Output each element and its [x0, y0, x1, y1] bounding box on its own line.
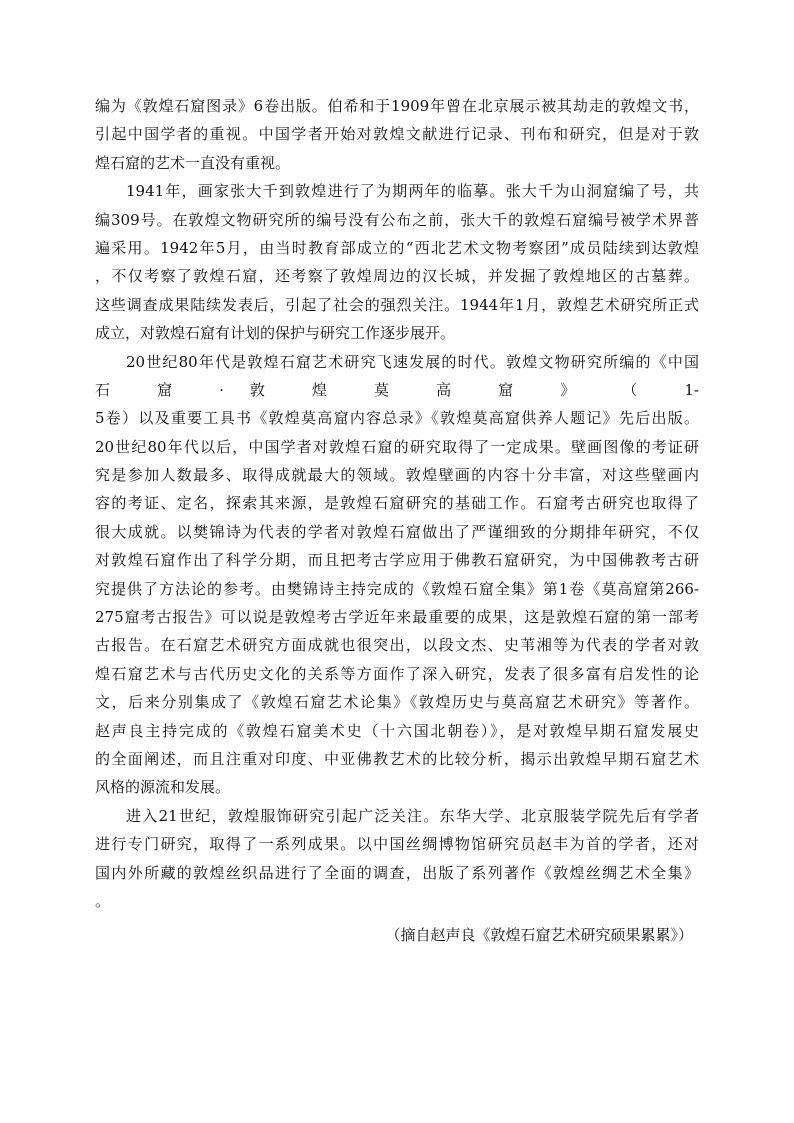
text-line: 煌石窟的艺术一直没有重视。	[95, 153, 291, 172]
text-line: 的全面阐述，而且注重对印度、中亚佛教艺术的比较分析，揭示出敦煌早期石窟艺术	[95, 749, 699, 768]
text-line: 1941年，画家张大千到敦煌进行了为期两年的临摹。张大千为山洞窟编了号，共	[126, 182, 699, 201]
text-line: 成立，对敦煌石窟有计划的保护与研究工作逐步展开。	[95, 324, 456, 343]
text-line: 赵声良主持完成的《敦煌石窟美术史（十六国北朝卷）》，是对敦煌早期石窟发展史	[95, 721, 699, 740]
text-line: 这些调查成果陆续发表后，引起了社会的强烈关注。1944年1月，敦煌艺术研究所正式	[95, 295, 699, 314]
text-line: 国内外所藏的敦煌丝织品进行了全面的调查，出版了系列著作《敦煌丝绸艺术全集》	[95, 863, 699, 882]
text-line: ，不仅考察了敦煌石窟，还考察了敦煌周边的汉长城，并发掘了敦煌地区的古墓葬。	[95, 267, 699, 286]
text-line: 5卷）以及重要工具书《敦煌莫高窟内容总录》《敦煌莫高窟供养人题记》先后出版。	[95, 409, 699, 428]
text-line: 对敦煌石窟作出了科学分期，而且把考古学应用于佛教石窟研究，为中国佛教考古研	[95, 551, 699, 570]
article-body	[95, 92, 699, 949]
text-line: 进入21世纪，敦煌服饰研究引起广泛关注。东华大学、北京服装学院先后有学者	[126, 806, 699, 825]
source-citation: （摘自赵声良《敦煌石窟艺术研究硕果累累》）	[385, 926, 693, 945]
text-line: 编为《敦煌石窟图录》6卷出版。伯希和于1909年曾在北京展示被其劫走的敦煌文书，	[95, 97, 699, 115]
text-line: 古报告。在石窟艺术研究方面成就也很突出，以段文杰、史苇湘等为代表的学者对敦	[95, 636, 699, 655]
text-line: 。	[95, 891, 111, 910]
text-line: 风格的源流和发展。	[95, 778, 231, 797]
text-line: 究是参加人数最多、取得成就最大的领域。敦煌壁画的内容十分丰富，对这些壁画内	[95, 466, 699, 485]
paragraph-1	[95, 92, 699, 177]
text-line: 文，后来分别集成了《敦煌石窟艺术论集》《敦煌历史与莫高窟艺术研究》等著作。	[95, 693, 699, 712]
paragraph-2	[95, 177, 699, 347]
text-line: 引起中国学者的重视。中国学者开始对敦煌文献进行记录、刊布和研究，但是对于敦	[95, 125, 699, 144]
paragraph-4	[95, 802, 699, 916]
text-line: 编309号。在敦煌文物研究所的编号没有公布之前，张大千的敦煌石窟编号被学术界普	[95, 210, 699, 229]
paragraph-3	[95, 348, 699, 802]
text-line: 很大成就。以樊锦诗为代表的学者对敦煌石窟做出了严谨细致的分期排年研究，不仅	[95, 522, 699, 541]
text-line: 遍采用。1942年5月，由当时教育部成立的“西北艺术文物考察团”成员陆续到达敦煌	[95, 238, 699, 257]
text-line: 进行专门研究，取得了一系列成果。以中国丝绸博物馆研究员赵丰为首的学者，还对	[95, 835, 699, 854]
text-line: 容的考证、定名，探索其来源，是敦煌石窟研究的基础工作。石窟考古研究也取得了	[95, 494, 699, 513]
text-line: 20世纪80年代是敦煌石窟艺术研究飞速发展的时代。敦煌文物研究所编的《中国	[126, 352, 699, 371]
text-line: 275窟考古报告》可以说是敦煌考古学近年来最重要的成果，这是敦煌石窟的第一部考	[95, 608, 699, 627]
text-line: 煌石窟艺术与古代历史文化的关系等方面作了深入研究，发表了很多富有启发性的论	[95, 664, 699, 683]
text-line: 石 窟 · 敦 煌 莫 高 窟 》 （ 1-	[95, 380, 699, 399]
text-line: 20世纪80年代以后，中国学者对敦煌石窟的研究取得了一定成果。壁画图像的考证研	[95, 437, 699, 456]
text-line: 究提供了方法论的参考。由樊锦诗主持完成的《敦煌石窟全集》第1卷《莫高窟第266-	[95, 579, 699, 598]
